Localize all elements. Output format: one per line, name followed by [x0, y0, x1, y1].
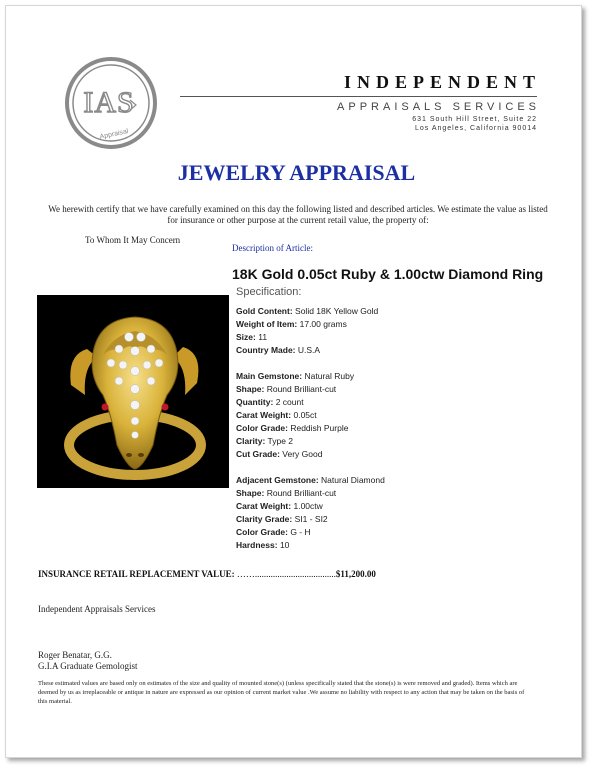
- document-title: JEWELRY APPRAISAL: [177, 160, 416, 185]
- item-title: 18K Gold 0.05ct Ruby & 1.00ctw Diamond Ring: [232, 266, 544, 282]
- spec-row: Size: 11: [236, 332, 268, 342]
- spec-row: Adjacent Gemstone: Natural Diamond: [236, 475, 385, 485]
- spec-row: Weight of Item: 17.00 grams: [236, 319, 347, 329]
- ring-photo: [37, 295, 229, 488]
- insurance-label: INSURANCE RETAIL REPLACEMENT VALUE:: [38, 569, 235, 579]
- company-name: INDEPENDENT: [343, 72, 541, 92]
- spec-row: Cut Grade: Very Good: [236, 449, 323, 459]
- signer-title: G.I.A Graduate Gemologist: [38, 661, 138, 671]
- spec-row: Hardness: 10: [236, 540, 290, 550]
- owner-name: To Whom It May Concern: [85, 235, 181, 245]
- insurance-amount: $11,200.00: [335, 569, 376, 579]
- spec-row: Color Grade: Reddish Purple: [236, 423, 349, 433]
- spec-row: Gold Content: Solid 18K Yellow Gold: [236, 306, 379, 316]
- address-line-1: 631 South Hill Street, Suite 22: [412, 116, 537, 123]
- description-label: Description of Article:: [232, 243, 313, 253]
- spec-row: Color Grade: G - H: [236, 527, 311, 537]
- company-header: [180, 72, 541, 133]
- ias-logo: [64, 56, 158, 150]
- spec-row: Carat Weight: 1.00ctw: [236, 501, 323, 511]
- header-rule: [180, 96, 537, 97]
- disclaimer-text: These estimated values are based only on estimates of the size and quality of mounted stone(s) (unless specifically stated that the stone(s) is were removed and graded). Items which are deemed by us as irreplaceable or antique in nature are expressed as our opinion of current market value .We assume no liability with respect to any action that may be taken on the basis of this material.: [38, 680, 525, 705]
- spec-row: Country Made: U.S.A: [236, 345, 321, 355]
- spec-row: Shape: Round Brilliant-cut: [236, 384, 337, 394]
- company-subtitle: APPRAISALS SERVICES: [337, 101, 540, 113]
- insurance-dots: ……....................................: [236, 569, 336, 579]
- address-line-2: Los Angeles, California 90014: [414, 125, 537, 132]
- specification-label: Specification:: [236, 286, 302, 298]
- specifications-list: [236, 305, 385, 552]
- insurance-value: [38, 569, 376, 579]
- spec-row: Quantity: 2 count: [236, 397, 304, 407]
- signer-block: [38, 650, 137, 672]
- spec-row: Main Gemstone: Natural Ruby: [236, 371, 355, 381]
- company-signature: Independent Appraisals Services: [38, 604, 156, 614]
- signer-name: Roger Benatar, G.G.: [38, 650, 112, 660]
- spec-row: Carat Weight: 0.05ct: [236, 410, 317, 420]
- spec-row: Clarity: Type 2: [236, 436, 294, 446]
- logo-text: IAS: [83, 86, 135, 119]
- company-address: [180, 115, 537, 133]
- certification-text: We herewith certify that we have carefully examined on this day the following listed and described articles. We estimate the value as listed for insurance or other purpose at the current retail value, the property of:: [48, 204, 548, 225]
- spec-row: Clarity Grade: SI1 - SI2: [236, 514, 328, 524]
- logo-subtext: Appraisal: [99, 128, 130, 141]
- spec-row: Shape: Round Brilliant-cut: [236, 488, 337, 498]
